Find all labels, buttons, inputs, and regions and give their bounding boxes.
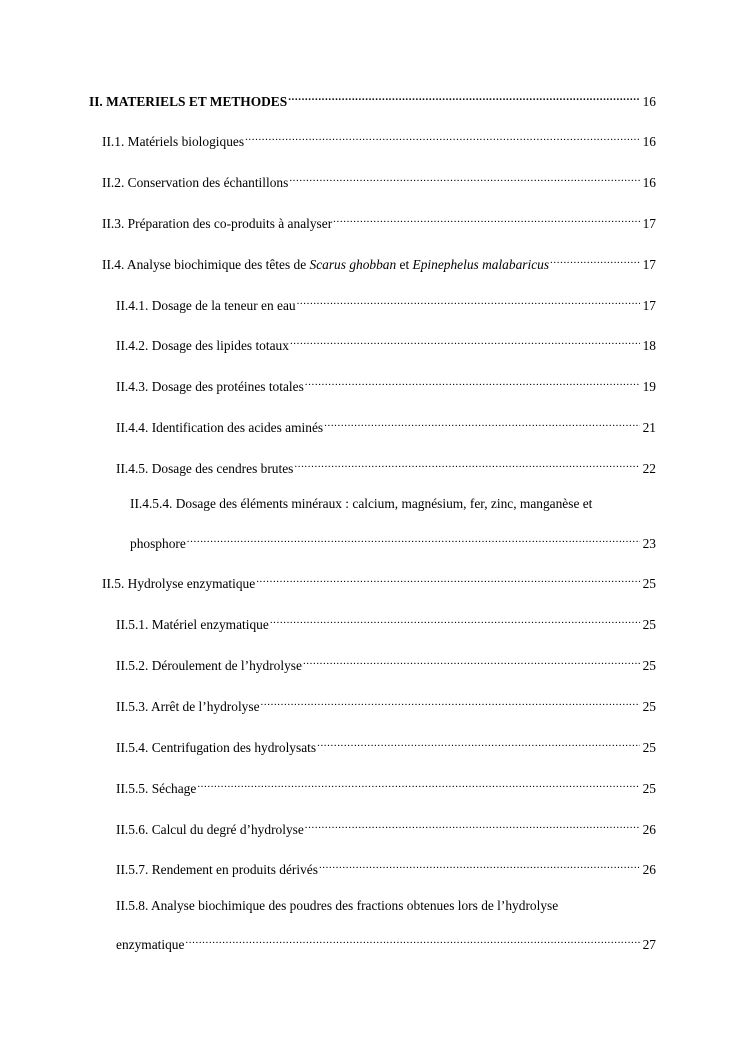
dot-leader	[305, 816, 640, 834]
dot-leader	[550, 251, 640, 269]
toc-entry-ii-4-3[interactable]	[116, 373, 656, 396]
toc-entry-ii-4-5[interactable]	[116, 455, 656, 478]
toc-entry-page: 16	[642, 94, 656, 109]
toc-entry-label: enzymatique	[116, 937, 185, 952]
dot-leader	[324, 414, 640, 432]
toc-entry-label-prefix: II.4. Analyse biochimique des têtes de	[102, 257, 310, 272]
dot-leader	[185, 931, 640, 949]
toc-entry-label: II.5.5. Séchage	[116, 781, 197, 796]
toc-entry-label: II.5.3. Arrêt de l’hydrolyse	[116, 699, 260, 714]
toc-entry-ii-4-4[interactable]	[116, 414, 656, 437]
toc-entry-ii-2[interactable]	[102, 169, 656, 192]
dot-leader	[333, 210, 640, 228]
toc-entry-label: II.4.4. Identification des acides aminés	[116, 420, 324, 435]
toc-entry-page: 25	[642, 740, 656, 755]
dot-leader	[288, 88, 640, 106]
toc-entry-ii-5-1[interactable]	[116, 611, 656, 634]
dot-leader	[270, 611, 640, 629]
dot-leader	[305, 373, 640, 391]
toc-entry-page: 25	[642, 781, 656, 796]
toc-entry-label: II.3. Préparation des co-produits à analyser	[102, 216, 333, 231]
toc-entry-page: 17	[642, 257, 656, 272]
toc-entry-ii-4-1[interactable]	[116, 292, 656, 315]
dot-leader	[245, 128, 640, 146]
toc-entry-label: II.2. Conservation des échantillons	[102, 175, 289, 190]
dot-leader	[187, 530, 640, 548]
dot-leader	[319, 856, 640, 874]
toc-entry-ii-5-3[interactable]	[116, 693, 656, 716]
toc-entry-page: 27	[642, 937, 656, 952]
toc-entry-page: 25	[642, 658, 656, 673]
toc-entry-page: 26	[642, 862, 656, 877]
toc-entry-ii-5-2[interactable]	[116, 652, 656, 675]
toc-entry-ii-5-8-line1[interactable]: II.5.8. Analyse biochimique des poudres des fractions obtenues lors de l’hydrolyse	[116, 898, 559, 913]
toc-entry-label: II.4.5. Dosage des cendres brutes	[116, 461, 294, 476]
dot-leader	[289, 169, 640, 187]
toc-entry-page: 21	[642, 420, 656, 435]
toc-entry-label: II.5.4. Centrifugation des hydrolysats	[116, 740, 317, 755]
toc-entry-ii-4[interactable]	[102, 251, 656, 274]
dot-leader	[317, 734, 640, 752]
dot-leader	[197, 775, 640, 793]
toc-entry-ii-5-6[interactable]	[116, 816, 656, 839]
toc-entry-page: 25	[642, 576, 656, 591]
toc-entry-ii-5[interactable]	[102, 570, 656, 593]
toc-entry-label: II.5.2. Déroulement de l’hydrolyse	[116, 658, 302, 673]
toc-entry-ii-1[interactable]	[102, 128, 656, 151]
dot-leader	[261, 693, 640, 711]
toc-entry-page: 22	[642, 461, 656, 476]
toc-entry-ii-4-5-4[interactable]	[130, 530, 656, 553]
toc-entry-label	[102, 256, 549, 274]
toc-entry-page: 25	[642, 699, 656, 714]
toc-entry-ii-4-2[interactable]	[116, 332, 656, 355]
toc-entry-label: II. MATERIELS ET METHODES	[89, 94, 288, 109]
toc-entry-label: phosphore	[130, 536, 186, 551]
toc-entry-label: II.4.3. Dosage des protéines totales	[116, 379, 304, 394]
toc-entry-page: 25	[642, 617, 656, 632]
toc-entry-label: II.5.1. Matériel enzymatique	[116, 617, 269, 632]
toc-entry-section-2[interactable]	[89, 88, 656, 111]
toc-entry-label: II.5.7. Rendement en produits dérivés	[116, 862, 318, 877]
dot-leader	[297, 292, 640, 310]
toc-entry-label: II.5. Hydrolyse enzymatique	[102, 576, 256, 591]
species-name-scarus: Scarus ghobban	[309, 257, 397, 272]
species-name-epinephelus: Epinephelus malabaricus	[412, 257, 550, 272]
toc-entry-ii-3[interactable]	[102, 210, 656, 233]
toc-entry-page: 17	[642, 298, 656, 313]
toc-entry-ii-5-8[interactable]	[116, 931, 656, 954]
toc-entry-label-mid: et	[396, 257, 413, 272]
toc-entry-label: II.4.2. Dosage des lipides totaux	[116, 338, 289, 353]
toc-entry-label: II.4.1. Dosage de la teneur en eau	[116, 298, 296, 313]
dot-leader	[290, 332, 640, 350]
toc-entry-label: II.1. Matériels biologiques	[102, 134, 245, 149]
toc-entry-page: 19	[642, 379, 656, 394]
toc-entry-label: II.5.6. Calcul du degré d’hydrolyse	[116, 822, 304, 837]
toc-entry-page: 18	[642, 338, 656, 353]
toc-entry-page: 23	[642, 536, 656, 551]
toc-entry-page: 17	[642, 216, 656, 231]
toc-entry-ii-4-5-4-line1[interactable]: II.4.5.4. Dosage des éléments minéraux : calcium, magnésium, fer, zinc, manganèse et	[130, 496, 593, 511]
toc-entry-page: 26	[642, 822, 656, 837]
dot-leader	[294, 455, 640, 473]
toc-entry-ii-5-5[interactable]	[116, 775, 656, 798]
toc-entry-page: 16	[642, 175, 656, 190]
dot-leader	[303, 652, 640, 670]
toc-entry-page: 16	[642, 134, 656, 149]
toc-entry-ii-5-7[interactable]	[116, 856, 656, 879]
toc-entry-ii-5-4[interactable]	[116, 734, 656, 757]
dot-leader	[256, 570, 640, 588]
